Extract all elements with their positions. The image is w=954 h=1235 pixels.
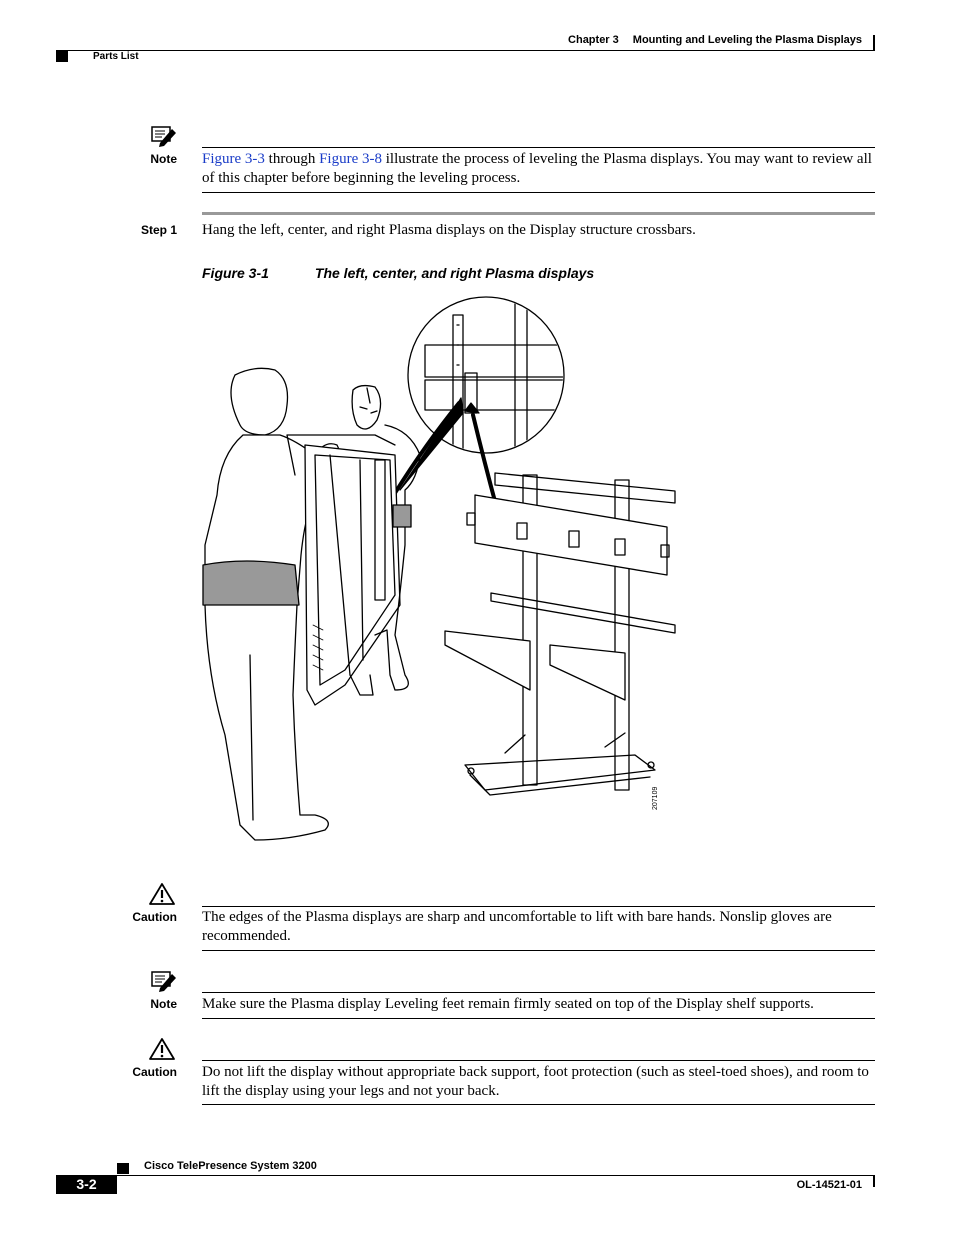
step-label: Step 1 — [140, 223, 177, 237]
step-rule — [202, 212, 875, 215]
note-bottom-rule — [202, 192, 875, 193]
caution-top-rule — [202, 906, 875, 907]
figure-title: The left, center, and right Plasma displays — [314, 265, 595, 281]
running-header — [568, 34, 862, 46]
section-name: Parts List — [93, 51, 139, 62]
footer-block — [117, 1163, 129, 1174]
note-top-rule — [202, 147, 875, 148]
note-bottom-rule — [202, 1018, 875, 1019]
caution-label: Caution — [132, 1065, 177, 1079]
chapter-title: Mounting and Leveling the Plasma Displays — [632, 34, 862, 46]
note-label: Note — [150, 152, 177, 166]
figure-caption — [202, 265, 594, 281]
footer-rule — [117, 1175, 875, 1176]
figure-3-3-link[interactable]: Figure 3-3 — [202, 151, 265, 167]
caution-bottom-rule — [202, 1104, 875, 1105]
doc-id: OL-14521-01 — [796, 1179, 862, 1191]
art-id: 207109 — [652, 786, 659, 810]
figure-3-8-link[interactable]: Figure 3-8 — [319, 151, 383, 167]
figure-number: Figure 3-1 — [202, 265, 269, 281]
caution-icon — [148, 1037, 176, 1061]
caution-text: Do not lift the display without appropriate back support, foot protection (such as steel-toed shoes), and room to lift the display using your legs and not your back. — [202, 1064, 869, 1099]
caution-text: The edges of the Plasma displays are sharp and uncomfortable to lift with bare hands. Nonslip gloves are recommended. — [202, 909, 832, 944]
chapter-number: Chapter 3 — [568, 34, 619, 46]
note-text: Make sure the Plasma display Leveling feet remain firmly seated on top of the Display shelf supports. — [202, 996, 814, 1012]
step-text: Hang the left, center, and right Plasma displays on the Display structure crossbars. — [202, 222, 696, 238]
figure-illustration — [195, 295, 695, 875]
caution-bottom-rule — [202, 950, 875, 951]
caution-icon — [148, 882, 176, 906]
caution-top-rule — [202, 1060, 875, 1061]
note-label: Note — [150, 997, 177, 1011]
note-text: Figure 3-3 through Figure 3-8 illustrate the process of leveling the Plasma displays. You may want to review all of this chapter before beginning the leveling process. — [202, 151, 872, 186]
note-pencil-icon — [150, 969, 178, 993]
header-block — [56, 51, 68, 62]
note-top-rule — [202, 992, 875, 993]
note-pencil-icon — [150, 124, 178, 148]
caution-label: Caution — [132, 910, 177, 924]
footer-product: Cisco TelePresence System 3200 — [144, 1160, 317, 1172]
page-number: 3-2 — [56, 1175, 117, 1194]
header-rule — [56, 50, 874, 51]
header-tick — [873, 35, 875, 51]
footer-tick — [873, 1176, 875, 1187]
